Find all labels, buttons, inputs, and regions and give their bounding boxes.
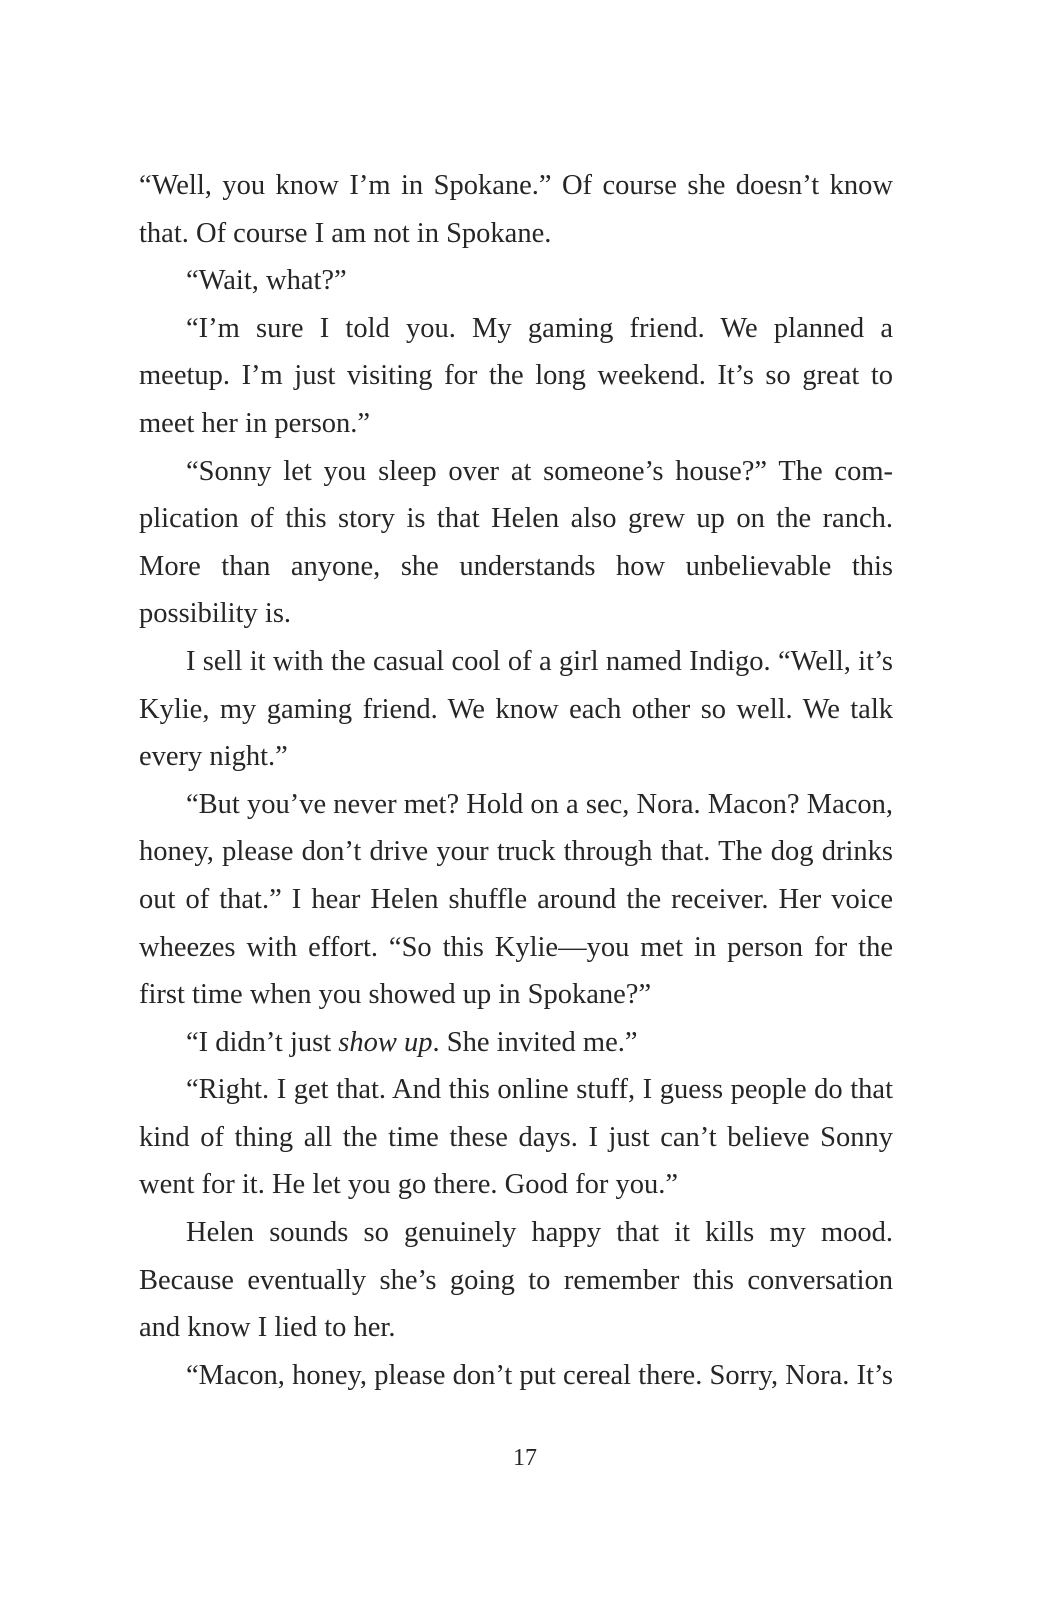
text-run: . She invited me.” bbox=[432, 1026, 638, 1058]
paragraph: Helen sounds so genuinely happy that it kills my mood. Because eventually she’s going to remember this conversation and know I lied to her. bbox=[139, 1217, 893, 1344]
text-run: “I didn’t just bbox=[186, 1026, 339, 1058]
paragraph: “Macon, honey, please don’t put cereal there. Sorry, Nora. It’s bbox=[186, 1359, 893, 1391]
paragraph: I sell it with the casual cool of a girl named Indigo. “Well, it’s Kylie, my gaming friend. We know each other so well. We talk every night.” bbox=[139, 645, 893, 773]
paragraph bbox=[139, 1019, 893, 1067]
paragraph: “I’m sure I told you. My gaming friend. We planned a meetup. I’m just visiting for the long weekend. It’s so great to meet her in person.” bbox=[139, 312, 893, 439]
page-number: 17 bbox=[513, 1445, 537, 1471]
paragraph: “Right. I get that. And this online stuff, I guess people do that kind of thing all the time these days. I just can’t believe Sonny went for it. He let you go there. Good for you.” bbox=[139, 1074, 893, 1201]
paragraph: “Sonny let you sleep over at someone’s house?” The complication of this story is that Helen also grew up on the ranch. More than anyone, she understands how unbelievable this possibility is. bbox=[139, 455, 893, 630]
body-text bbox=[139, 162, 893, 1399]
paragraph: “Wait, what?” bbox=[186, 265, 347, 297]
paragraph: “Well, you know I’m in Spokane.” Of course she doesn’t know that. Of course I am not in Spokane. bbox=[139, 170, 893, 249]
paragraph: “But you’ve never met? Hold on a sec, Nora. Macon? Macon, honey, please don’t drive your truck through that. The dog drinks out of that.” I hear Helen shuffle around the receiver. Her voice wheezes with effort. “So this Kylie—you met in person for the first time when you showed up in Spokane?” bbox=[139, 788, 893, 1011]
emphasized-text: show up bbox=[338, 1026, 433, 1058]
